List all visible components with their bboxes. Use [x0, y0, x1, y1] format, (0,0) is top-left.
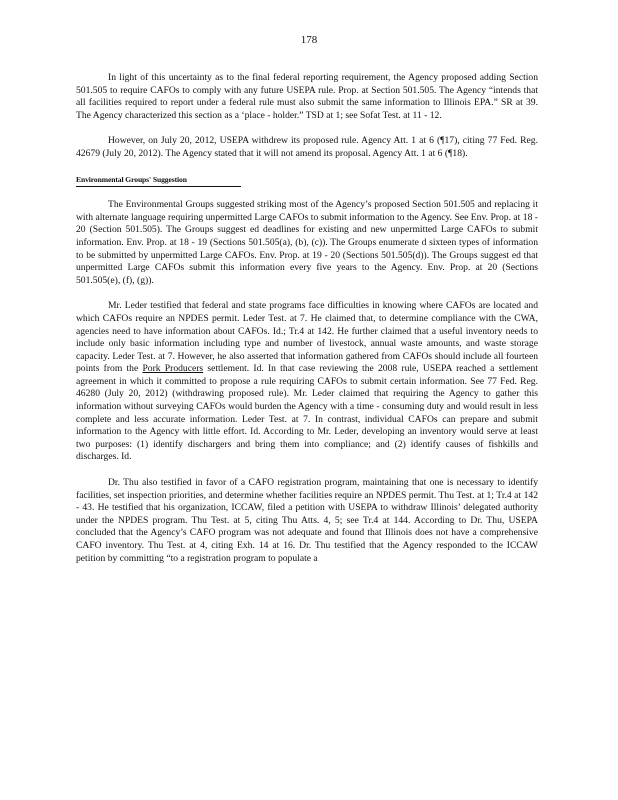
paragraph-thu-testimony: Dr. Thu also testified in favor of a CAFO registration program, maintaining that one is necessary to identify facilities, set inspection priorities, and determine whether facilities require an NPDES permit. Thu Test. at 1; Tr.4 at 142 - 43. He testified that his organization, ICCAW, filed a petition with USEPA to withdraw Illinois’ delegated authority under the NPDES program. Thu Test. at 5, citing Thu Atts. 4, 5; see Tr.4 at 144. According to Dr. Thu, USEPA concluded that the Agency’s CAFO program was not adequate and found that Illinois does not have a comprehensive CAFO inventory. Thu Test. at 4, citing Exh. 14 at 16. Dr. Thu testified that the Agency responded to the ICCAW petition by committing “to a registration program to populate a — [76, 477, 538, 564]
section-heading: Environmental Groups' Suggestion — [76, 174, 241, 188]
leder-text-after: settlement. Id. In that case reviewing the 2008 rule, USEPA reached a settlement agreement in which it committed to propose a rule requiring CAFOs to submit certain information. See 77 Fed. Reg. 46280 (July 20, 2012) (withdrawing proposed rule). Mr. Leder claimed that requiring the Agency to gather this information without surveying CAFOs would burden the Agency with a time - consuming duty and would result in less complete and less accurate information. Leder Test. at 7. In contrast, individual CAFOs can prepare and submit information to the Agency with little effort. Id. According to Mr. Leder, developing an inventory would serve at least two purposes: (1) identify dischargers and bring them into compliance; and (2) identify causes of fishkills and discharges. Id. — [76, 363, 538, 463]
paragraph-reporting-uncertainty: In light of this uncertainty as to the final federal reporting requirement, the Agency proposed adding Section 501.505 to require CAFOs to comply with any future USEPA rule. Prop. at Section 501.505. The Agency “intends that all facilities required to report under a federal rule must also submit the same information to Illinois EPA.” SR at 39. The Agency characterized this section as a ‘place - holder.” TSD at 1; see Sofat Test. at 11 - 12. — [76, 72, 538, 121]
page-number: 178 — [300, 34, 318, 46]
paragraph-leder-testimony — [76, 300, 538, 464]
section-heading-wrapper — [76, 174, 538, 200]
leder-text-before: Mr. Leder testified that federal and state programs face difficulties in knowing where CAFOs are located and which CAFOs require an NPDES permit. Leder Test. at 7. He claimed that, to determine compliance with the CWA, agencies need to have information about CAFOs. Id.; Tr.4 at 142. He further claimed that a useful inventory needs to include only basic information including type and number of livestock, annual waste amounts, and waste storage capacity. Leder Test. at 7. However, he also asserted that information gathered from CAFOs should include all fourteen points from the — [76, 300, 538, 375]
document-body — [76, 72, 538, 578]
pork-producers-case-name: Pork Producers — [142, 363, 204, 375]
paragraph-usepa-withdrawal: However, on July 20, 2012, USEPA withdrew its proposed rule. Agency Att. 1 at 6 (¶17), citing 77 Fed. Reg. 42679 (July 20, 2012). The Agency stated that it will not amend its proposal. Agency Att. 1 at 6 (¶18). — [76, 135, 538, 159]
paragraph-environmental-groups: The Environmental Groups suggested striking most of the Agency’s proposed Section 501.505 and replacing it with alternate language requiring unpermitted Large CAFOs to submit information to the Agency. See Env. Prop. at 18 - 20 (Section 501.505). The Groups suggest ed deadlines for existing and new unpermitted Large CAFOs to submit information. Env. Prop. at 18 - 19 (Sections 501.505(a), (b), (c)). The Groups enumerate d sixteen types of information to be submitted by unpermitted Large CAFOs. Env. Prop. at 19 - 20 (Sections 501.505(d)). The Groups suggest ed that unpermitted Large CAFOs submit this information every five years to the Agency. Env. Prop. at 20 (Sections 501.505(e), (f), (g)). — [76, 199, 538, 286]
